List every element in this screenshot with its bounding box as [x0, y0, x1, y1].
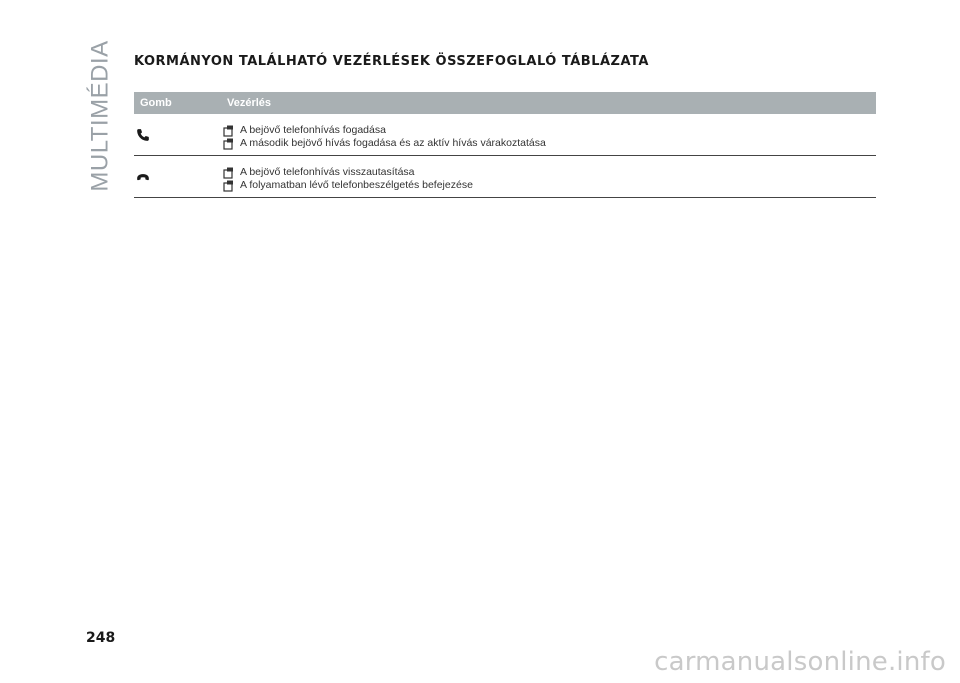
header-button-column: Gomb — [140, 97, 172, 109]
list-item-text: A bejövő telefonhívás visszautasítása — [240, 166, 415, 178]
control-cell — [213, 156, 473, 197]
button-cell — [134, 114, 213, 155]
controls-table — [134, 92, 876, 198]
steering-button-bullet-icon — [223, 125, 234, 137]
section-side-label — [86, 40, 116, 192]
table-row — [134, 156, 876, 198]
list-item-text: A bejövő telefonhívás fogadása — [240, 124, 386, 136]
steering-button-bullet-icon — [223, 167, 234, 179]
list-item — [223, 179, 473, 192]
page-title: KORMÁNYON TALÁLHATÓ VEZÉRLÉSEK ÖSSZEFOGLALÓ TÁBLÁZATA — [134, 54, 649, 69]
list-item — [223, 137, 546, 150]
button-cell — [134, 156, 213, 197]
phone-hangup-icon — [136, 172, 150, 182]
section-side-label-text: MULTIMÉDIA — [87, 40, 115, 192]
table-header — [134, 92, 876, 114]
page-number: 248 — [86, 630, 116, 646]
control-cell — [213, 114, 546, 155]
list-item-text: A folyamatban lévő telefonbeszélgetés befejezése — [240, 179, 473, 191]
list-item-text: A második bejövő hívás fogadása és az aktív hívás várakoztatása — [240, 137, 546, 149]
steering-button-bullet-icon — [223, 180, 234, 192]
list-item — [223, 124, 546, 137]
table-row — [134, 114, 876, 156]
list-item — [223, 166, 473, 179]
header-control-column: Vezérlés — [227, 97, 272, 109]
steering-button-bullet-icon — [223, 138, 234, 150]
phone-answer-icon — [136, 128, 150, 142]
watermark: carmanualsonline.info — [654, 647, 946, 677]
